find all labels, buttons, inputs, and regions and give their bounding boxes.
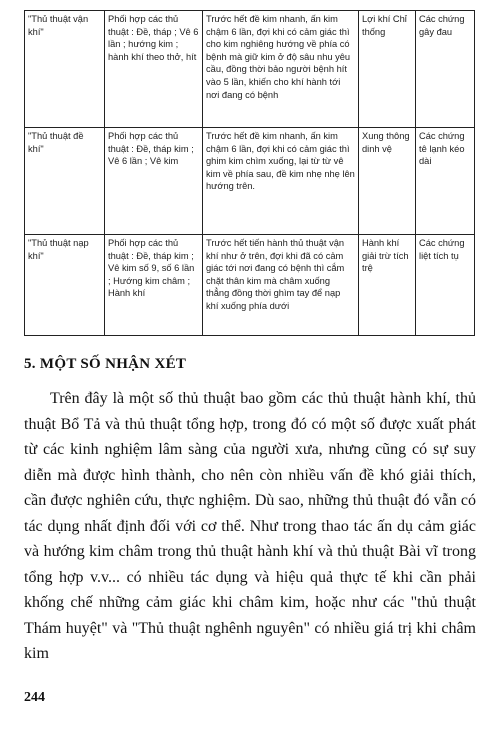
technique-method-cell: Phối hợp các thủ thuật : Đề, tháp ; Vê 6 lần ; hướng kim ; hành khí theo thở, hít [105,11,203,128]
technique-effect-cell: Lợi khí Chỉ thống [359,11,416,128]
technique-effect-cell: Xung thông dinh vệ [359,128,416,235]
technique-name-cell: "Thủ thuật nạp khí" [25,235,105,336]
technique-table [24,10,475,336]
technique-method-cell: Phối hợp các thủ thuật : Đề, tháp kim ; Vê 6 lần ; Vê kim [105,128,203,235]
technique-indication-cell: Các chứng tê lạnh kéo dài [416,128,475,235]
technique-indication-cell: Các chứng gây đau [416,11,475,128]
technique-effect-cell: Hành khí giải trừ tích trệ [359,235,416,336]
table-row [25,128,475,235]
technique-method-cell: Phối hợp các thủ thuật : Đề, tháp kim ; Vê kim số 9, số 6 lần ; Hướng kim châm ; Hành khí [105,235,203,336]
technique-procedure-cell: Trước hết đề kim nhanh, ấn kim chậm 6 lần, đợi khi có cảm giác thì ghim kim chìm xuống, lại từ từ vê kim về phía sau, đề kim nhẹ nhẹ lên hướng trên. [203,128,359,235]
technique-name-cell: "Thủ thuật đề khí" [25,128,105,235]
table-row [25,11,475,128]
section-heading: 5. MỘT SỐ NHẬN XÉT [24,356,187,372]
technique-indication-cell: Các chứng liệt tích tụ [416,235,475,336]
section-body [24,386,476,667]
body-paragraph: Trên đây là một số thủ thuật bao gồm các thủ thuật hành khí, thủ thuật Bổ Tả và thủ thuật tổng hợp, trong đó có một số được xuất phát từ các kinh nghiệm lâm sàng của người xưa, nhưng cũng có sự suy diễn mà được hình thành, cho nên còn nhiều vấn đề khó giải thích, cần được nghiên cứu, thực nghiệm. Dù sao, những thủ thuật đó vẫn có tác dụng nhất định đối với cơ thể. Như trong thao tác ấn dụ cảm giác và hướng kim châm trong thủ thuật hành khí và thủ thuật Bài vĩ trong tổng hợp v.v... có nhiều tác dụng và hiệu quả thực tế khi cần phải khống chế những cảm giác khi châm kim, hoặc như các "thủ thuật Thám huyệt" và "Thủ thuật nghênh nguyên" có nhiều giá trị khi châm kim [24,390,476,662]
table-row [25,235,475,336]
technique-name-cell: "Thủ thuật vận khí" [25,11,105,128]
technique-procedure-cell: Trước hết đề kim nhanh, ấn kim chậm 6 lần, đợi khi có cảm giác thì cho kim nghiêng hướng về phía có bệnh mà giữ kim ở độ sâu nhu yêu cầu, đồng thời bảo người bệnh hít vào 5 lần, khiến cho khí hành tới nơi đang có bệnh [203,11,359,128]
page-number: 244 [24,690,45,705]
technique-procedure-cell: Trước hết tiến hành thủ thuật vận khí như ở trên, đợi khi đã có cảm giác tới nơi đang có bệnh thì cắm chặt thân kim mà châm xuống thẳng đồng thời ghìm tay để nạp khí xuống phía dưới [203,235,359,336]
